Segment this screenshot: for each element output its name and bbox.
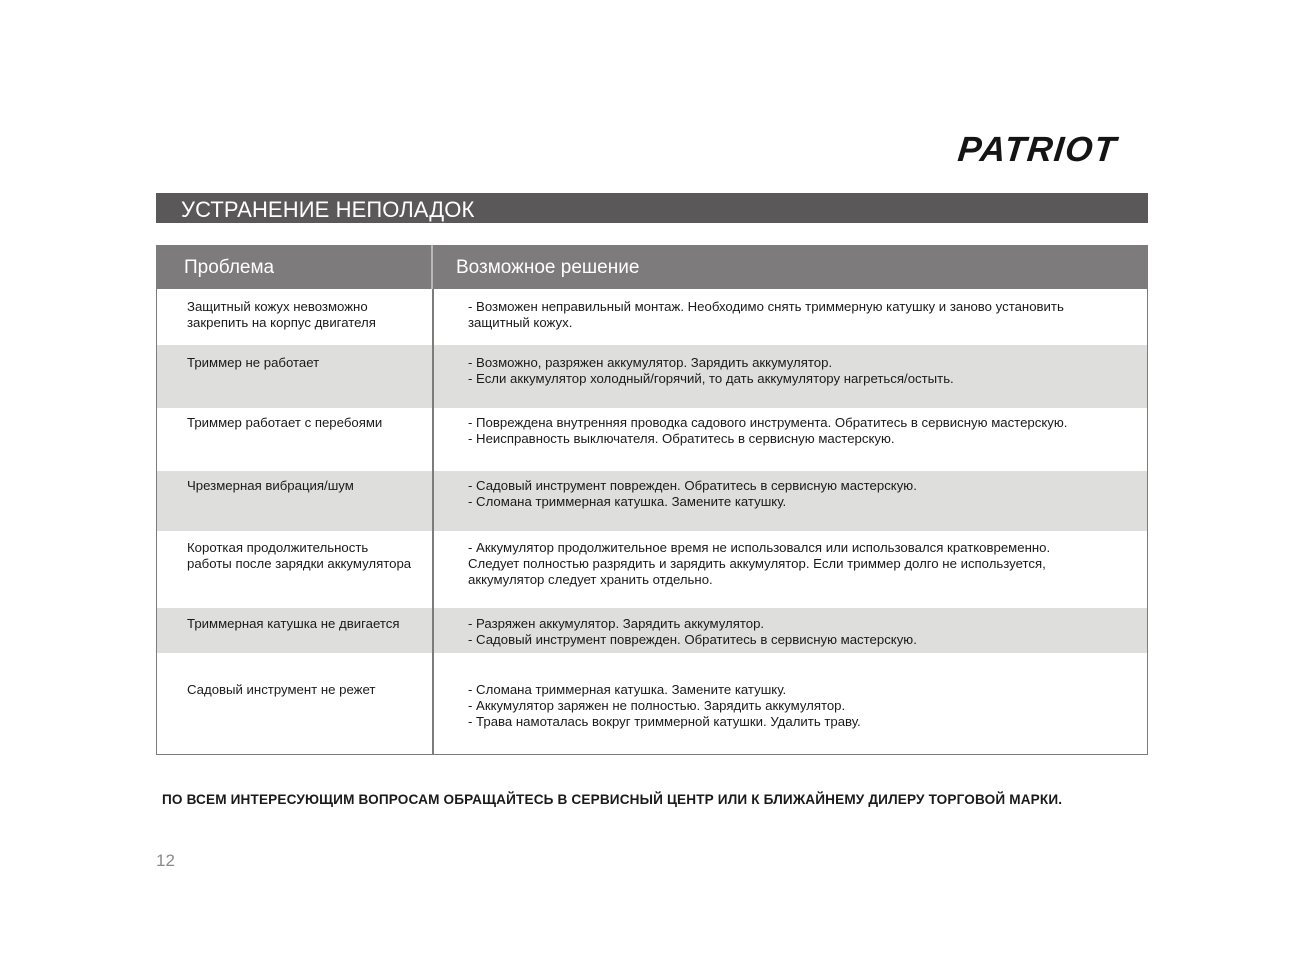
problem-cell: Триммерная катушка не двигается — [187, 616, 400, 631]
table-row — [157, 531, 1147, 608]
table-row — [157, 289, 1147, 345]
table-row — [157, 345, 1147, 408]
table-row — [157, 408, 1147, 471]
problem-cell: Короткая продолжительность работы после зарядки аккумулятора — [187, 540, 412, 571]
solution-cell: - Аккумулятор продолжительное время не использовался или использовался кратковременно. Следует полностью разрядить и зарядить аккумулятор. Если триммер долго не используется, аккумулятор следует хранить отдельно. — [468, 540, 1051, 587]
header-problem: Проблема — [184, 257, 275, 278]
section-title-bar — [156, 193, 1148, 223]
column-divider — [432, 289, 434, 754]
table-header — [156, 245, 1148, 289]
solution-cell: - Возможно, разряжен аккумулятор. Зарядить аккумулятор. - Если аккумулятор холодный/горячий, то дать аккумулятору нагреться/остыть. — [468, 355, 954, 386]
header-solution: Возможное решение — [456, 257, 640, 278]
page-number: 12 — [156, 851, 175, 870]
problem-cell: Триммер не работает — [187, 355, 320, 370]
troubleshooting-table — [156, 245, 1148, 755]
brand-logo: PATRIOT — [956, 130, 1120, 169]
section-title: УСТРАНЕНИЕ НЕПОЛАДОК — [181, 197, 475, 222]
problem-cell: Садовый инструмент не режет — [187, 682, 376, 697]
problem-cell: Чрезмерная вибрация/шум — [187, 478, 354, 493]
header-divider — [431, 245, 433, 289]
service-contact-note: ПО ВСЕМ ИНТЕРЕСУЮЩИМ ВОПРОСАМ ОБРАЩАЙТЕСЬ В СЕРВИСНЫЙ ЦЕНТР ИЛИ К БЛИЖАЙНЕМУ ДИЛЕРУ ТОРГОВОЙ МАРКИ. — [162, 792, 1063, 807]
solution-cell: - Повреждена внутренняя проводка садового инструмента. Обратитесь в сервисную мастерскую. - Неисправность выключателя. Обратитесь в сервисную мастерскую. — [468, 415, 1068, 446]
solution-cell: - Садовый инструмент поврежден. Обратитесь в сервисную мастерскую. - Сломана триммерная катушка. Замените катушку. — [468, 478, 917, 509]
problem-cell: Триммер работает с перебоями — [187, 415, 383, 430]
table-row — [157, 608, 1147, 653]
solution-cell: - Разряжен аккумулятор. Зарядить аккумулятор. - Садовый инструмент поврежден. Обратитесь в сервисную мастерскую. — [468, 616, 917, 647]
table-row — [157, 471, 1147, 531]
solution-cell: - Сломана триммерная катушка. Замените катушку. - Аккумулятор заряжен не полностью. Зарядить аккумулятор. - Трава намоталась вокруг триммерной катушки. Удалить траву. — [468, 682, 861, 729]
table-row — [157, 653, 1147, 754]
problem-cell: Защитный кожух невозможно закрепить на корпус двигателя — [187, 299, 376, 330]
solution-cell: - Возможен неправильный монтаж. Необходимо снять триммерную катушку и заново установить защитный кожух. — [468, 299, 1064, 330]
